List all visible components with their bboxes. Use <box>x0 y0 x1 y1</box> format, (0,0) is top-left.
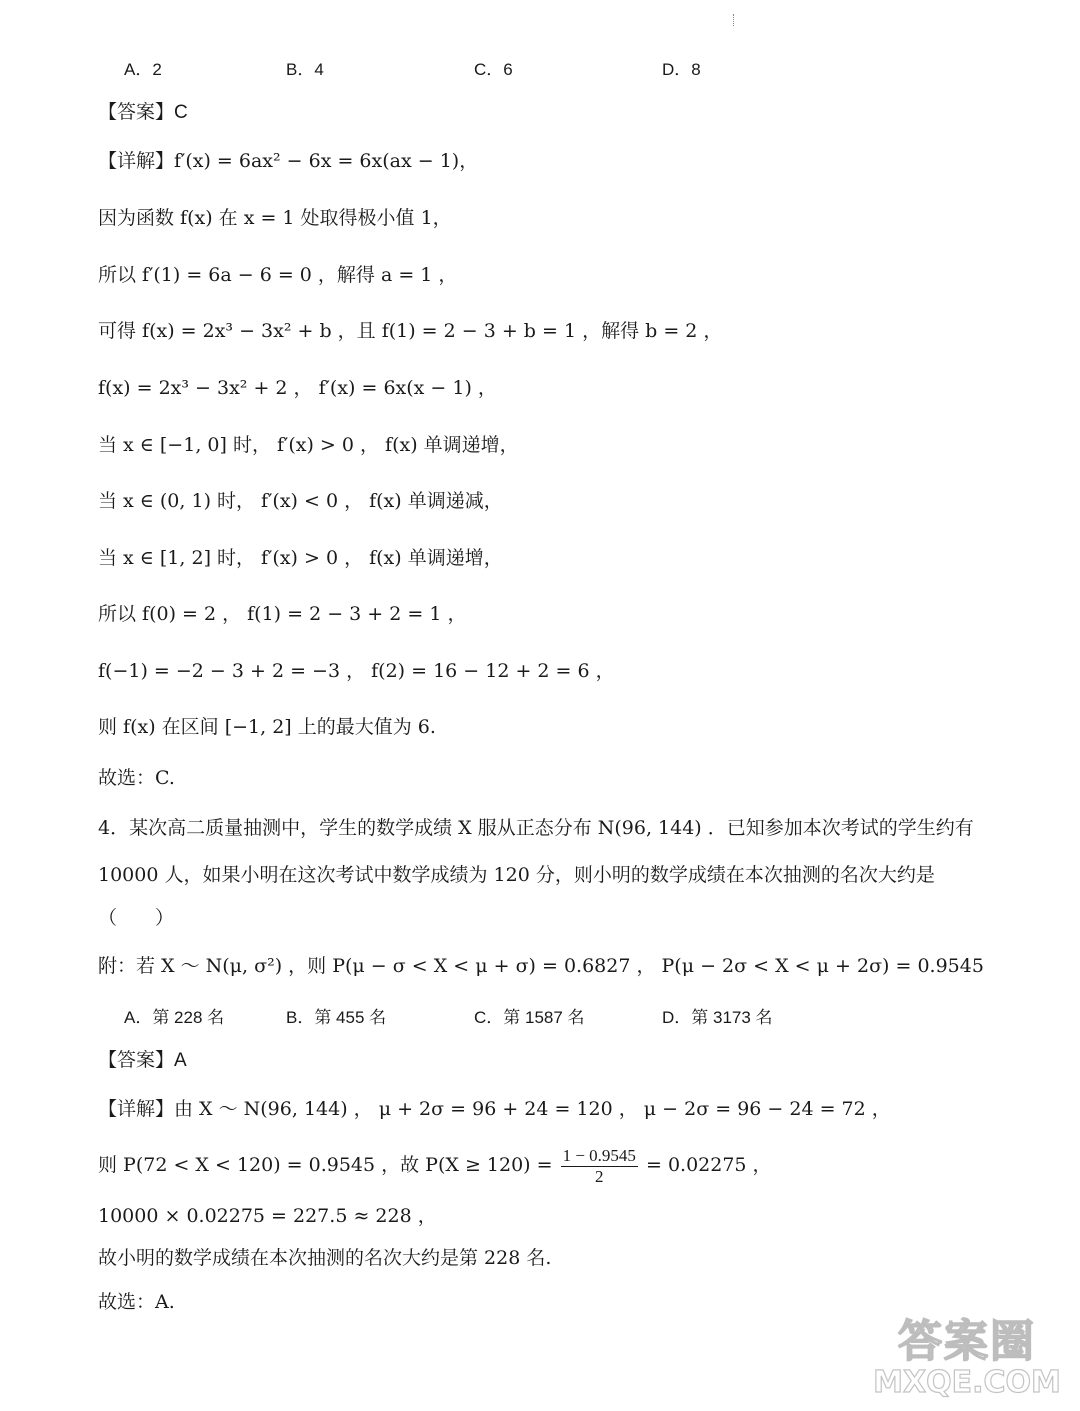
q4-detail-line-2 <box>98 1143 772 1187</box>
q4-fraction-numerator: 1 − 0.9545 <box>562 1145 636 1165</box>
top-dotted-mark <box>733 14 736 26</box>
q4-stem-line-1: 4．某次高二质量抽测中，学生的数学成绩 X 服从正态分布 N(96, 144) ．已知参加本次考试的学生约有 <box>98 817 974 839</box>
q4-detail-line-3: 10000 × 0.02275 = 227.5 ≈ 228 ， <box>98 1205 437 1227</box>
watermark-logo <box>872 1317 1062 1405</box>
q4-detail-line-1: 【详解】由 X ～ N(96, 144) ， μ + 2σ = 96 + 24 = 120 ， μ − 2σ = 96 − 24 = 72 ， <box>98 1098 891 1120</box>
q4-option-d: D．第 3173 名 <box>662 1008 773 1027</box>
prev-option-d: D．8 <box>662 60 701 79</box>
q4-option-c: C．第 1587 名 <box>474 1008 585 1027</box>
q3-detail-line-4: 可得 f(x) = 2x³ − 3x² + b ，且 f(1) = 2 − 3 + b = 1 ，解得 b = 2 ， <box>98 320 723 342</box>
q3-detail-line-6: 当 x ∈ [−1, 0] 时， f′(x) > 0 ， f(x) 单调递增， <box>98 434 519 456</box>
q3-detail-line-7: 当 x ∈ (0, 1) 时， f′(x) < 0 ， f(x) 单调递减， <box>98 490 503 512</box>
prev-option-b: B．4 <box>286 60 324 79</box>
q3-detail-line-5: f(x) = 2x³ − 3x² + 2 ， f′(x) = 6x(x − 1) ， <box>98 377 497 399</box>
prev-option-c: C．6 <box>474 60 513 79</box>
q4-detail-line-2-pre: 则 P(72 < X < 120) = 0.9545 ，故 P(X ≥ 120) = <box>98 1154 553 1176</box>
q4-choose: 故选：A. <box>98 1291 175 1313</box>
q3-detail-line-1: 【详解】f′(x) = 6ax² − 6x = 6x(ax − 1)， <box>98 150 479 172</box>
q4-detail-line-4: 故小明的数学成绩在本次抽测的名次大约是第 228 名. <box>98 1247 552 1269</box>
q3-answer: 【答案】C <box>98 102 188 123</box>
q3-detail-line-3: 所以 f′(1) = 6a − 6 = 0 ，解得 a = 1 ， <box>98 264 458 286</box>
q4-fraction <box>561 1146 638 1187</box>
q4-option-b: B．第 455 名 <box>286 1008 387 1027</box>
prev-option-a: A．2 <box>124 60 162 79</box>
q4-fraction-denominator: 2 <box>595 1166 604 1186</box>
q4-stem-line-2: 10000 人，如果小明在这次考试中数学成绩为 120 分，则小明的数学成绩在本次抽测的名次大约是 <box>98 864 935 886</box>
q3-detail-line-10: f(−1) = −2 − 3 + 2 = −3 ， f(2) = 16 − 12 + 2 = 6 ， <box>98 660 615 682</box>
q4-stem-line-3: （ ） <box>98 907 175 929</box>
q4-note: 附：若 X ～ N(μ, σ²) ，则 P(μ − σ < X < μ + σ) = 0.6827 ， P(μ − 2σ < X < μ + 2σ) = 0.9545 <box>98 955 984 977</box>
q4-answer: 【答案】A <box>98 1050 187 1071</box>
q3-detail-line-9: 所以 f(0) = 2 ， f(1) = 2 − 3 + 2 = 1 ， <box>98 603 467 625</box>
q4-option-a: A．第 228 名 <box>124 1008 225 1027</box>
watermark-url: MXQE.COM <box>873 1365 1061 1400</box>
q3-choose: 故选：C. <box>98 767 175 789</box>
q4-detail-line-2-post: = 0.02275 ， <box>645 1154 772 1176</box>
q3-detail-line-2: 因为函数 f(x) 在 x = 1 处取得极小值 1， <box>98 207 452 229</box>
q3-detail-line-8: 当 x ∈ [1, 2] 时， f′(x) > 0 ， f(x) 单调递增， <box>98 547 503 569</box>
watermark-logo-text: 答案圈 <box>898 1316 1036 1367</box>
q3-detail-line-11: 则 f(x) 在区间 [−1, 2] 上的最大值为 6. <box>98 716 436 738</box>
